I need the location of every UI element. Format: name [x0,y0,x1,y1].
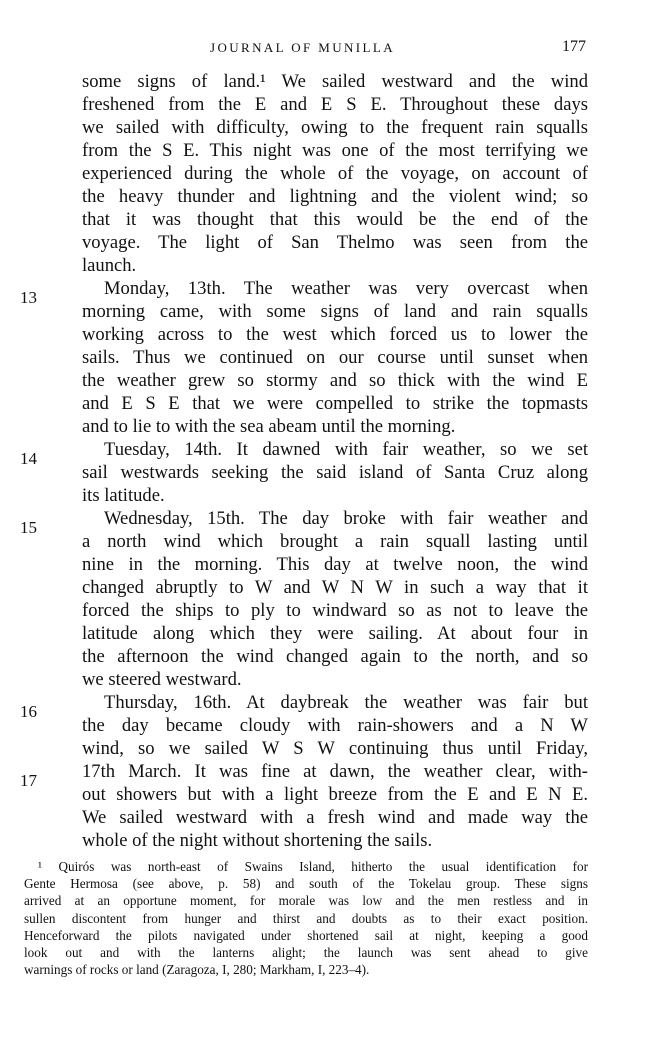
margin-number: 13 [20,288,37,307]
footnote-line: arrived at an opportune moment, for morale was low and the men restless and in [24,893,588,909]
text-line: the afternoon the wind changed again to the north, and so [82,646,588,667]
text-line: we sailed with difficulty, owing to the frequent rain squalls [82,117,588,138]
entry-start-line: Wednesday, 15th. The day broke with fair weather and [104,508,588,529]
margin-number: 17 [20,771,37,790]
footnote-line: Gente Hermosa (see above, p. 58) and south of the Tokelau group. These signs [24,876,588,892]
entry-start-line: Thursday, 16th. At daybreak the weather was fair but [104,692,588,713]
text-line: forced the ships to ply to windward so as not to leave the [82,600,588,621]
text-line: a north wind which brought a rain squall lasting until [82,531,588,552]
margin-number: 15 [20,518,37,537]
text-line: some signs of land.¹ We sailed westward and the wind [82,71,588,92]
text-line: the weather grew so stormy and so thick with the wind E [82,370,588,391]
text-line: whole of the night without shortening the sails. [82,830,433,851]
footnote-line: look out and with the lanterns alight; the launch was sent ahead to give [24,945,588,960]
text-line: nine in the morning. This day at twelve noon, the wind [82,554,588,575]
margin-number: 16 [20,702,37,721]
text-line: we steered westward. [82,669,242,690]
text-line: its latitude. [82,485,165,506]
page-number: 177 [562,38,586,55]
text-line: voyage. The light of San Thelmo was seen from the [82,232,588,253]
text-line: working across to the west which forced us to lower the [82,324,588,345]
text-line: the heavy thunder and lightning and the violent wind; so [82,186,588,207]
text-line: out showers but with a light breeze from the E and E N E. [82,784,588,805]
running-head: JOURNAL OF MUNILLA [210,40,395,55]
text-line: changed abruptly to W and W N W in such a way that it [82,577,588,598]
footnote-line: sullen discontent from hunger and thirst and doubts as to their exact position. [24,910,588,926]
margin-number: 14 [20,449,37,468]
text-line: sail westwards seeking the said island of Santa Cruz along [82,462,588,483]
text-line: the day became cloudy with rain-showers and a N W [82,715,588,736]
footnote-line: warnings of rocks or land (Zaragoza, I, 280; Markham, I, 223–4). [24,962,370,978]
text-line: morning came, with some signs of land and rain squalls [82,301,588,322]
text-line: launch. [82,255,137,276]
text-line: sails. Thus we continued on our course until sunset when [82,347,588,368]
text-line: wind, so we sailed W S W continuing thus until Friday, [82,738,588,759]
text-line: and E S E that we were compelled to strike the topmasts [82,393,588,414]
text-line: and to lie to with the sea abeam until the morning. [82,416,456,437]
text-line: latitude along which they were sailing. At about four in [82,623,588,644]
text-line: that it was thought that this would be the end of the [82,209,588,230]
footnote-line: Henceforward the pilots navigated under shortened sail at night, keeping a good [24,927,588,943]
text-line: from the S E. This night was one of the most terrifying we [82,140,588,161]
text-line: 17th March. It was fine at dawn, the weather clear, with- [82,761,588,782]
text-line: We sailed westward with a fresh wind and made way the [82,807,588,828]
entry-start-line: Tuesday, 14th. It dawned with fair weather, so we set [104,439,588,460]
text-line: freshened from the E and E S E. Throughout these days [82,94,588,115]
footnote-line: ¹ Quirós was north-east of Swains Island, hitherto the usual identification for [38,859,588,874]
entry-start-line: Monday, 13th. The weather was very overcast when [104,278,588,299]
page-header [0,38,668,62]
text-line: experienced during the whole of the voyage, on account of [82,163,588,184]
